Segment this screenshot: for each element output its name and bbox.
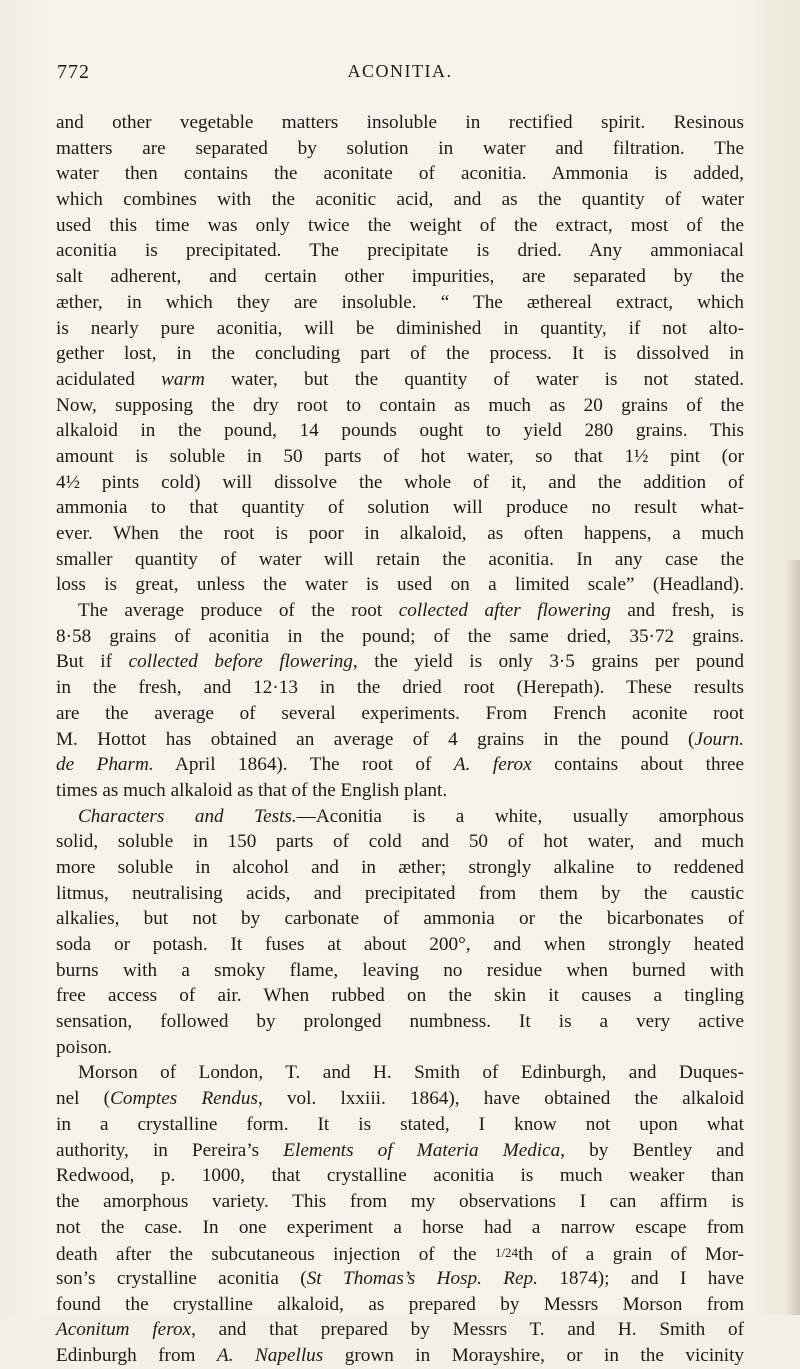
text-line: sensation, followed by prolonged numbness. It is a very active <box>56 1011 744 1033</box>
text-line: 4½ pints cold) will dissolve the whole of it, and the addition of <box>56 471 744 493</box>
text-line: Edinburgh from A. Napellus grown in Morayshire, or in the vicinity <box>56 1345 744 1366</box>
text-line: alkaloid in the pound, 14 pounds ought to yield 280 grains. This <box>56 420 744 442</box>
section-heading-line: Characters and Tests.—Aconitia is a white, usually amorphous <box>78 805 744 827</box>
text-line: Aconitum ferox, and that prepared by Messrs T. and H. Smith of <box>56 1319 745 1341</box>
text-line: found the crystalline alkaloid, as prepared by Messrs Morson from <box>56 1293 744 1315</box>
page-edge-shadow <box>786 560 800 1315</box>
text-line: Now, supposing the dry root to contain as much as 20 grains of the <box>56 394 744 416</box>
text-line: 8·58 grains of aconitia in the pound; of the same dried, 35·72 grains. <box>56 625 744 647</box>
text-line: ammonia to that quantity of solution will produce no result what- <box>56 497 744 519</box>
running-head: ACONITIA. <box>347 61 453 81</box>
text-line: soda or potash. It fuses at about 200°, and when strongly heated <box>56 934 744 955</box>
text-line: M. Hottot has obtained an average of 4 grains in the pound (Journ. <box>56 728 744 750</box>
text-line: æther, in which they are insoluble. “ The æthereal extract, which <box>56 291 744 313</box>
text-line: aconitia is precipitated. The precipitate is dried. Any ammoniacal <box>56 240 744 262</box>
text-line: son’s crystalline aconitia (St Thomas’s Hosp. Rep. 1874); and I have <box>56 1267 744 1289</box>
text-line: de Pharm. April 1864). The root of A. ferox contains about three <box>56 754 744 776</box>
text-line: which combines with the aconitic acid, and as the quantity of water <box>56 189 744 211</box>
text-line: alkalies, but not by carbonate of ammonia or the bicarbonates of <box>56 908 744 930</box>
page-number: 772 <box>57 61 90 83</box>
text-line: free access of air. When rubbed on the skin it causes a tingling <box>56 985 744 1007</box>
text-line: more soluble in alcohol and in æther; strongly alkaline to reddened <box>56 856 744 878</box>
text-line: solid, soluble in 150 parts of cold and 50 of hot water, and much <box>56 831 744 853</box>
text-line: is nearly pure aconitia, will be diminished in quantity, if not alto- <box>56 317 744 339</box>
text-line: acidulated warm water, but the quantity of water is not stated. <box>56 368 744 390</box>
text-line: litmus, neutralising acids, and precipitated from them by the caustic <box>56 882 744 904</box>
text-line: matters are separated by solution in water and filtration. The <box>56 137 744 159</box>
text-line: smaller quantity of water will retain the aconitia. In any case the <box>56 548 744 570</box>
text-line: water then contains the aconitate of aconitia. Ammonia is added, <box>56 163 744 185</box>
text-line: But if collected before flowering, the yield is only 3·5 grains per pound <box>56 651 744 673</box>
text-line: salt adherent, and certain other impurities, are separated by the <box>56 266 744 288</box>
text-line: are the average of several experiments. From French aconite root <box>56 702 744 724</box>
text-line: burns with a smoky flame, leaving no residue when burned with <box>56 959 744 981</box>
text-line: nel (Comptes Rendus, vol. lxxiii. 1864), have obtained the alkaloid <box>56 1088 744 1110</box>
text-line: and other vegetable matters insoluble in rectified spirit. Resinous <box>56 112 744 133</box>
paragraph-end-line: poison. <box>56 1036 112 1058</box>
paragraph-start-line: Morson of London, T. and H. Smith of Edinburgh, and Duques- <box>78 1062 744 1084</box>
paragraph-start-line: The average produce of the root collected after flowering and fresh, is <box>78 600 745 622</box>
text-line: authority, in Pereira’s Elements of Materia Medica, by Bentley and <box>56 1139 744 1161</box>
text-line: Redwood, p. 1000, that crystalline aconitia is much weaker than <box>56 1165 744 1187</box>
text-line: gether lost, in the concluding part of the process. It is dissolved in <box>56 343 744 365</box>
text-line: the amorphous variety. This from my observations I can affirm is <box>56 1190 744 1212</box>
text-line: in a crystalline form. It is stated, I know not upon what <box>56 1113 744 1135</box>
text-line: ever. When the root is poor in alkaloid, as often happens, a much <box>56 523 744 544</box>
text-line: not the case. In one experiment a horse had a narrow escape from <box>56 1216 744 1238</box>
paragraph-end-line: times as much alkaloid as that of the English plant. <box>56 779 448 801</box>
page-header <box>0 61 800 87</box>
body-text <box>56 110 744 1369</box>
text-line: loss is great, unless the water is used on a limited scale” (Headland). <box>56 574 744 596</box>
text-line: death after the subcutaneous injection of the 1/24th of a grain of Mor- <box>56 1244 744 1266</box>
text-line: used this time was only twice the weight of the extract, most of the <box>56 214 744 236</box>
text-line: amount is soluble in 50 parts of hot water, so that 1½ pint (or <box>56 445 744 467</box>
text-line: in the fresh, and 12·13 in the dried root (Herepath). These results <box>56 677 744 699</box>
